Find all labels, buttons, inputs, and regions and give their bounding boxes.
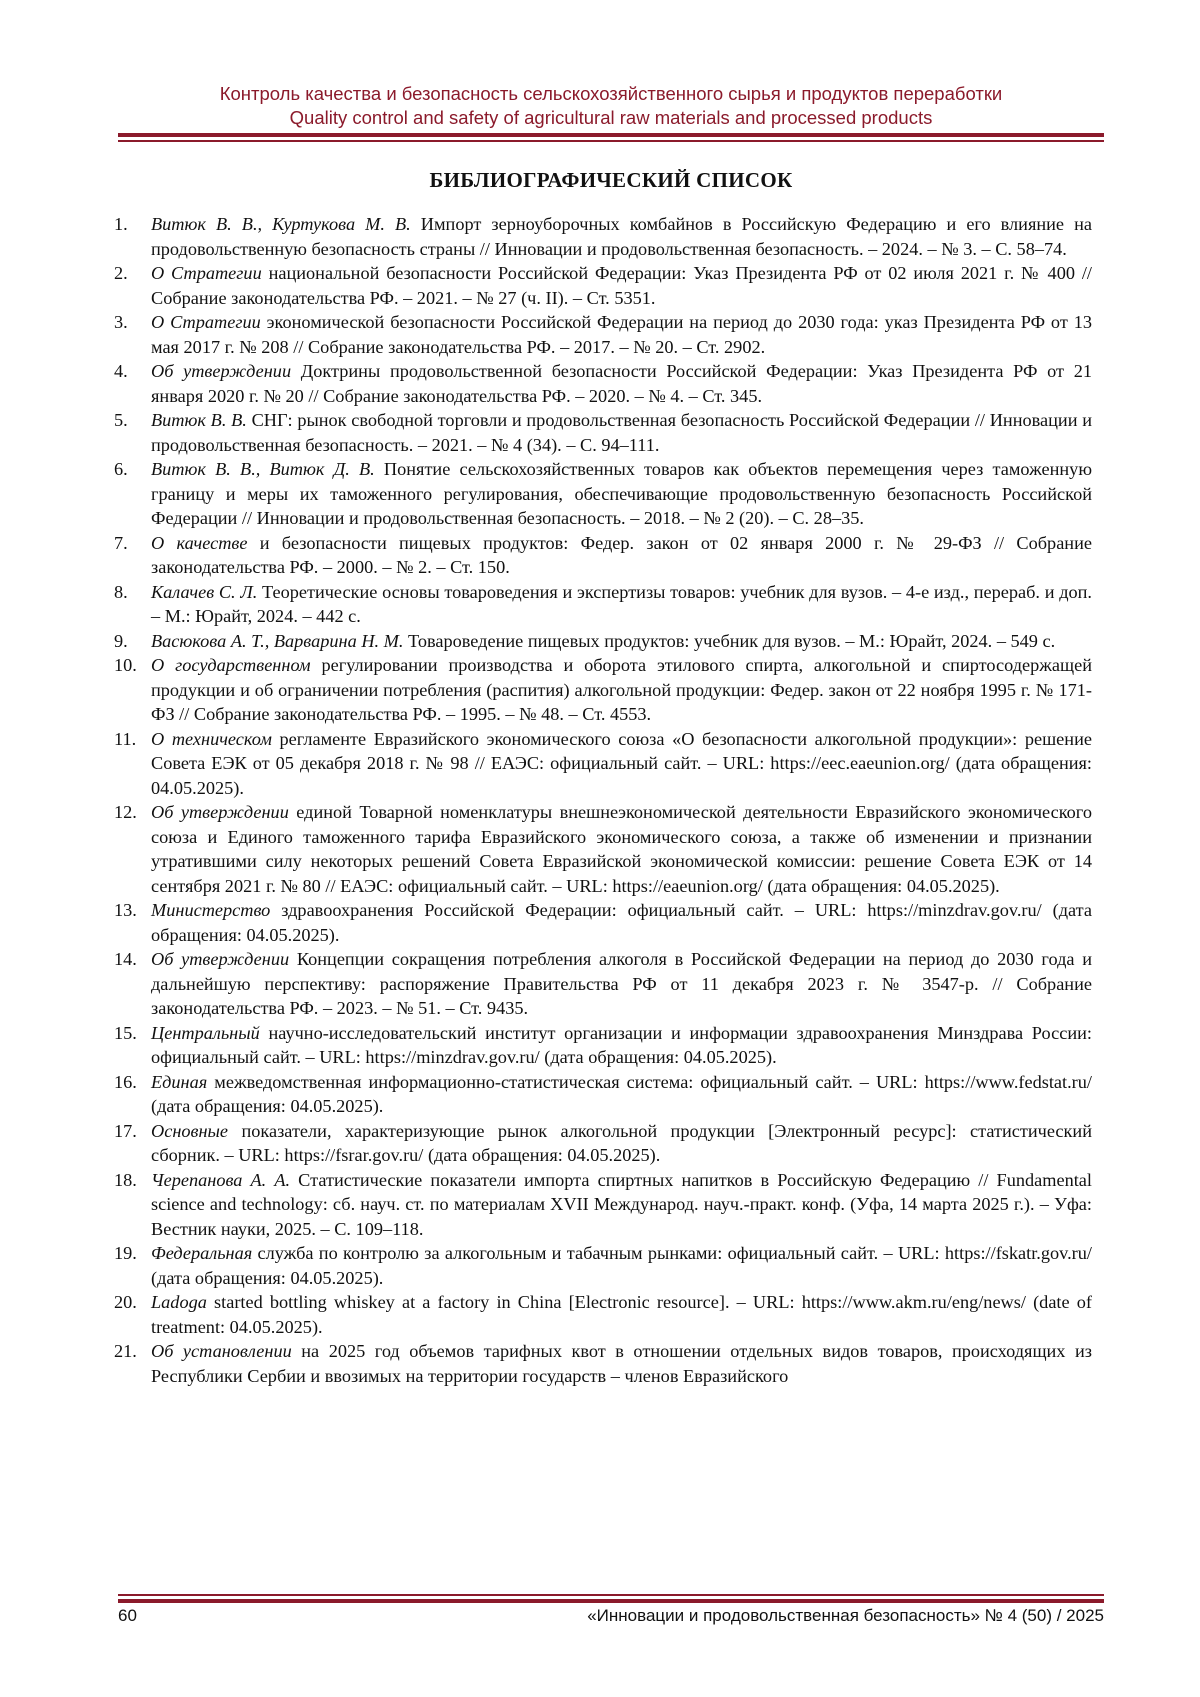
reference-number: 8.: [114, 581, 128, 602]
header-title-ru: Контроль качества и безопасность сельскохозяйственного сырья и продуктов переработки: [219, 83, 1003, 104]
reference-lead: Единая: [151, 1071, 208, 1092]
section-title: БИБЛИОГРАФИЧЕСКИЙ СПИСОК: [429, 168, 793, 192]
reference-number: 4.: [114, 361, 128, 381]
reference-lead: О техническом: [151, 728, 272, 749]
reference-number: 11.: [114, 728, 137, 749]
reference-text: служба по контролю за алкогольным и табачным рынками: официальный сайт. – URL: https://fskatr.gov.ru/ (дата обращения: 04.05.2025).: [151, 1243, 1092, 1288]
reference-number: 2.: [114, 263, 128, 283]
reference-text: межведомственная информационно-статистическая система: официальный сайт. – URL: https://www.fedstat.ru/ (дата обращения: 04.05.2025).: [151, 1071, 1092, 1116]
reference-text: на 2025 год объемов тарифных квот в отношении отдельных видов товаров, происходящих из Республики Сербии и ввозимых на территории государств – членов Евразийского: [151, 1341, 1092, 1386]
reference-number: 6.: [114, 459, 128, 479]
reference-text: научно-исследовательский институт организации и информации здравоохранения Минздрава России: официальный сайт. – URL: https://minzdrav.gov.ru/ (дата обращения: 04.05.2025).: [151, 1022, 1092, 1067]
reference-number: 5.: [114, 410, 128, 430]
reference-text: Товароведение пищевых продуктов: учебник для вузов. – М.: Юрайт, 2024. – 549 с.: [403, 630, 1056, 651]
reference-text: Доктрины продовольственной безопасности Российской Федерации: Указ Президента РФ от 21 января 2020 г. № 20 // Собрание законодательства РФ. – 2020. – № 4. – Ст. 345.: [151, 361, 1092, 406]
reference-lead: О качестве: [151, 532, 248, 553]
reference-item: [114, 1070, 1092, 1119]
reference-item: [114, 310, 1092, 359]
reference-number: 9.: [114, 630, 128, 651]
reference-lead: Об утверждении: [151, 361, 292, 381]
running-header: [118, 82, 1104, 130]
reference-lead: Об утверждении: [151, 949, 290, 969]
reference-number: 10.: [114, 655, 137, 675]
reference-number: 3.: [114, 312, 128, 332]
reference-text: СНГ: рынок свободной торговли и продовольственная безопасность Российской Федерации // Инновации и продовольственная безопасность. – 2021. – № 4 (34). – С. 94–111.: [151, 410, 1092, 455]
reference-lead: Витюк В. В.: [151, 410, 247, 430]
reference-lead: О государственном: [151, 655, 311, 675]
reference-lead: Министерство: [151, 900, 271, 920]
reference-item: [114, 629, 1092, 654]
reference-lead: Витюк В. В., Витюк Д. В.: [151, 459, 375, 479]
reference-number: 21.: [114, 1341, 137, 1361]
reference-text: единой Товарной номенклатуры внешнеэкономической деятельности Евразийского экономического союза и Единого таможенного тарифа Евразийского экономического союза, а также об изменении и признании утратившими силу некоторых решений Совета Евразийской экономической комиссии: решение Совета ЕЭК от 14 сентября 2021 г. № 80 // ЕАЭС: официальный сайт. – URL: https://eaeunion.org/ (дата обращения: 04.05.2025).: [151, 802, 1092, 896]
footer-rule-thin: [118, 1594, 1104, 1596]
reference-number: 19.: [114, 1243, 137, 1263]
reference-lead: О Стратегии: [151, 312, 261, 332]
reference-lead: Черепанова А. А.: [151, 1169, 291, 1190]
page-number: 60: [118, 1606, 137, 1625]
reference-item: [114, 212, 1092, 261]
reference-item: [114, 531, 1092, 580]
journal-citation: «Инновации и продовольственная безопасность» № 4 (50) / 2025: [587, 1606, 1104, 1625]
reference-item: [114, 457, 1092, 531]
reference-text: Понятие сельскохозяйственных товаров как объектов перемещения через таможенную границу и меры их таможенного регулирования, обеспечивающие продовольственную безопасность Российской Федерации // Инновации и продовольственная безопасность. – 2018. – № 2 (20). – С. 28–35.: [151, 459, 1092, 528]
reference-lead: Об установлении: [151, 1341, 292, 1361]
header-title-en: Quality control and safety of agricultural raw materials and processed products: [289, 107, 933, 128]
reference-item: [114, 359, 1092, 408]
reference-item: [114, 1339, 1092, 1388]
reference-item: [114, 580, 1092, 629]
reference-number: 14.: [114, 949, 137, 969]
reference-text: экономической безопасности Российской Федерации на период до 2030 года: указ Президента РФ от 13 мая 2017 г. № 208 // Собрание законодательства РФ. – 2017. – № 20. – Ст. 2902.: [151, 312, 1092, 357]
reference-text: регулировании производства и оборота этилового спирта, алкогольной и спиртосодержащей продукции и об ограничении потребления (распития) алкогольной продукции: Федер. закон от 22 ноября 1995 г. № 171-ФЗ // Собрание законодательства РФ. – 1995. – № 48. – Ст. 4553.: [151, 655, 1092, 724]
reference-text: Статистические показатели импорта спиртных напитков в Российскую Федерацию // Fundamental science and technology: сб. науч. ст. по материалам XVII Международ. науч.-практ. конф. (Уфа, 14 марта 2025 г.). – Уфа: Вестник науки, 2025. – С. 109–118.: [151, 1169, 1092, 1239]
reference-text: здравоохранения Российской Федерации: официальный сайт. – URL: https://minzdrav.gov.ru/ (дата обращения: 04.05.2025).: [151, 900, 1092, 945]
reference-number: 20.: [114, 1292, 137, 1312]
reference-text: started bottling whiskey at a factory in China [Electronic resource]. – URL: https://www.akm.ru/eng/news/ (date of treatment: 04.05.2025).: [151, 1292, 1092, 1337]
reference-item: [114, 727, 1092, 801]
reference-number: 13.: [114, 900, 137, 920]
reference-item: [114, 898, 1092, 947]
reference-lead: Об утверждении: [151, 802, 289, 822]
reference-item: [114, 1168, 1092, 1242]
reference-item: [114, 947, 1092, 1021]
reference-lead: Витюк В. В., Куртукова М. В.: [151, 214, 411, 234]
reference-lead: Основные: [151, 1120, 229, 1141]
reference-item: [114, 653, 1092, 727]
header-rule-thick: [118, 133, 1104, 137]
reference-lead: Васюкова А. Т., Варварина Н. М.: [151, 630, 404, 651]
reference-number: 7.: [114, 532, 128, 553]
reference-text: Концепции сокращения потребления алкоголя в Российской Федерации на период до 2030 года и дальнейшую перспективу: распоряжение Правительства РФ от 11 декабря 2023 г. № 3547-р. // Собрание законодательства РФ. – 2023. – № 51. – Ст. 9435.: [151, 949, 1092, 1018]
reference-number: 12.: [114, 802, 137, 822]
reference-item: [114, 261, 1092, 310]
reference-item: [114, 1241, 1092, 1290]
bibliography-list: [114, 212, 1092, 1388]
reference-number: 15.: [114, 1022, 137, 1043]
reference-lead: Федеральная: [151, 1243, 253, 1263]
reference-item: [114, 1119, 1092, 1168]
reference-text: национальной безопасности Российской Федерации: Указ Президента РФ от 02 июля 2021 г. № 400 // Собрание законодательства РФ. – 2021. – № 27 (ч. II). – Ст. 5351.: [151, 263, 1092, 308]
reference-number: 1.: [114, 214, 128, 234]
reference-text: регламенте Евразийского экономического союза «О безопасности алкогольной продукции»: решение Совета ЕЭК от 05 декабря 2018 г. № 98 // ЕАЭС: официальный сайт. – URL: https://eec.eaeunion.org/ (дата обращения: 04.05.2025).: [151, 728, 1092, 798]
footer-rule-thick: [118, 1599, 1104, 1603]
reference-item: [114, 1021, 1092, 1070]
reference-text: и безопасности пищевых продуктов: Федер. закон от 02 января 2000 г. № 29-ФЗ // Собрание законодательства РФ. – 2000. – № 2. – Ст. 150.: [151, 532, 1092, 577]
header-rule-thin: [118, 140, 1104, 142]
reference-text: показатели, характеризующие рынок алкогольной продукции [Электронный ресурс]: статистический сборник. – URL: https://fsrar.gov.ru/ (дата обращения: 04.05.2025).: [151, 1120, 1092, 1165]
reference-lead: О Стратегии: [151, 263, 262, 283]
reference-lead: Ladoga: [151, 1292, 207, 1312]
reference-item: [114, 408, 1092, 457]
reference-number: 18.: [114, 1169, 137, 1190]
reference-number: 16.: [114, 1071, 137, 1092]
reference-text: Импорт зерноуборочных комбайнов в Российскую Федерацию и его влияние на продовольственную безопасность страны // Инновации и продовольственная безопасность. – 2024. – № 3. – С. 58–74.: [151, 214, 1092, 259]
reference-number: 17.: [114, 1120, 137, 1141]
reference-item: [114, 1290, 1092, 1339]
reference-item: [114, 800, 1092, 898]
reference-lead: Центральный: [151, 1022, 260, 1043]
reference-text: Теоретические основы товароведения и экспертизы товаров: учебник для вузов. – 4-е изд., перераб. и доп. – М.: Юрайт, 2024. – 442 с.: [151, 581, 1092, 626]
reference-lead: Калачев С. Л.: [151, 581, 258, 602]
